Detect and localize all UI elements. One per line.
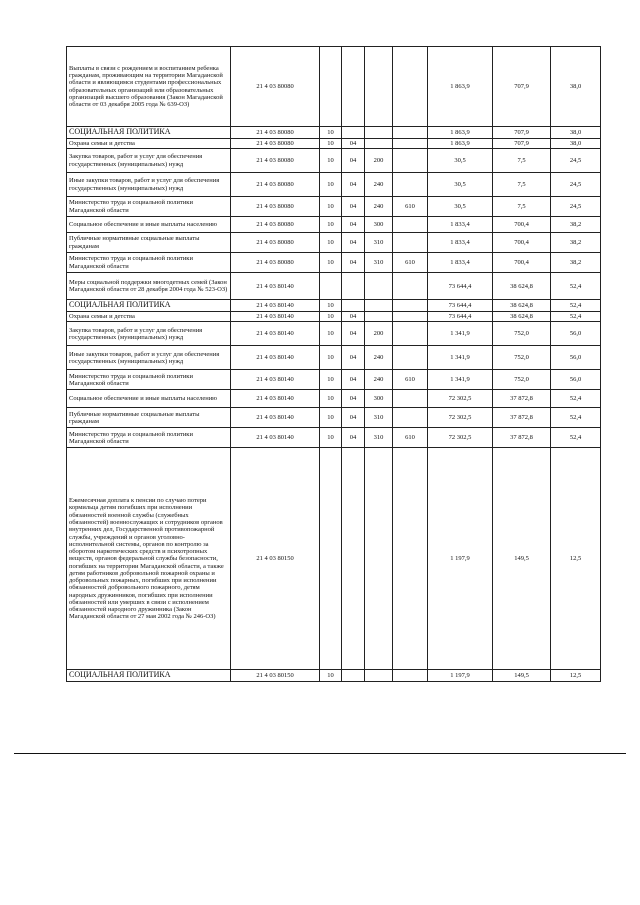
row-actual-cell: 38 624,8 [493,312,551,322]
row-percent-cell: 12,5 [551,448,601,670]
row-actual-cell: 37 872,8 [493,428,551,448]
row-type-cell [365,273,393,300]
row-kosgu-cell [393,300,428,312]
row-type-cell [365,300,393,312]
row-name-cell: Публичные нормативные социальные выплаты гражданам [67,233,231,253]
row-actual-cell: 7,5 [493,173,551,197]
row-name-cell: СОЦИАЛЬНАЯ ПОЛИТИКА [67,300,231,312]
row-percent-cell: 38,0 [551,127,601,139]
row-subsection-cell [342,448,365,670]
row-plan-cell: 1 833,4 [428,217,493,233]
row-name-cell: СОЦИАЛЬНАЯ ПОЛИТИКА [67,670,231,682]
row-type-cell: 300 [365,217,393,233]
row-plan-cell: 73 644,4 [428,300,493,312]
row-name-cell: Социальное обеспечение и иные выплаты населению [67,217,231,233]
row-type-cell: 310 [365,233,393,253]
row-subsection-cell: 04 [342,197,365,217]
row-type-cell [365,47,393,127]
row-section-cell: 10 [320,217,342,233]
row-plan-cell: 30,5 [428,197,493,217]
row-type-cell [365,448,393,670]
row-percent-cell: 38,0 [551,47,601,127]
row-type-cell [365,312,393,322]
row-subsection-cell: 04 [342,322,365,346]
row-kosgu-cell [393,273,428,300]
row-code-cell: 21 4 03 80150 [231,448,320,670]
row-subsection-cell [342,300,365,312]
row-percent-cell: 56,0 [551,346,601,370]
row-section-cell: 10 [320,138,342,148]
row-subsection-cell [342,670,365,682]
row-subsection-cell: 04 [342,390,365,408]
row-kosgu-cell [393,47,428,127]
budget-table [66,46,601,682]
row-name-cell: СОЦИАЛЬНАЯ ПОЛИТИКА [67,127,231,139]
row-kosgu-cell: 610 [393,370,428,390]
row-section-cell: 10 [320,312,342,322]
row-subsection-cell: 04 [342,173,365,197]
row-plan-cell: 30,5 [428,173,493,197]
row-plan-cell: 30,5 [428,149,493,173]
table-row [67,197,601,217]
row-section-cell: 10 [320,173,342,197]
row-type-cell [365,127,393,139]
row-code-cell: 21 4 03 80140 [231,300,320,312]
row-section-cell: 10 [320,390,342,408]
row-name-cell: Иные закупки товаров, работ и услуг для обеспечения государственных (муниципальных) нужд [67,346,231,370]
row-percent-cell: 56,0 [551,322,601,346]
row-plan-cell: 72 302,5 [428,390,493,408]
row-plan-cell: 1 863,9 [428,47,493,127]
row-code-cell: 21 4 03 80080 [231,217,320,233]
row-section-cell: 10 [320,149,342,173]
row-code-cell: 21 4 03 80080 [231,197,320,217]
row-actual-cell: 752,0 [493,322,551,346]
table-row [67,408,601,428]
row-percent-cell: 24,5 [551,173,601,197]
row-name-cell: Закупка товаров, работ и услуг для обеспечения государственных (муниципальных) нужд [67,149,231,173]
row-subsection-cell: 04 [342,217,365,233]
row-type-cell: 200 [365,322,393,346]
row-name-cell: Министерство труда и социальной политики Магаданской области [67,253,231,273]
row-actual-cell: 700,4 [493,233,551,253]
row-name-cell: Министерство труда и социальной политики Магаданской области [67,370,231,390]
row-kosgu-cell [393,217,428,233]
row-name-cell: Публичные нормативные социальные выплаты гражданам [67,408,231,428]
row-code-cell: 21 4 03 80140 [231,370,320,390]
row-plan-cell: 1 341,9 [428,346,493,370]
table-row [67,670,601,682]
row-actual-cell: 700,4 [493,253,551,273]
table-row [67,390,601,408]
row-actual-cell: 707,9 [493,138,551,148]
row-percent-cell: 24,5 [551,197,601,217]
row-percent-cell: 52,4 [551,408,601,428]
row-kosgu-cell: 610 [393,253,428,273]
page-bottom-rule [14,753,626,754]
row-percent-cell: 38,2 [551,233,601,253]
row-subsection-cell: 04 [342,233,365,253]
row-type-cell: 240 [365,370,393,390]
row-kosgu-cell: 610 [393,428,428,448]
row-section-cell: 10 [320,428,342,448]
row-type-cell: 240 [365,197,393,217]
row-name-cell: Охрана семьи и детства [67,312,231,322]
row-actual-cell: 7,5 [493,197,551,217]
row-section-cell [320,47,342,127]
row-plan-cell: 1 197,9 [428,670,493,682]
row-section-cell: 10 [320,300,342,312]
row-code-cell: 21 4 03 80080 [231,138,320,148]
row-kosgu-cell [393,390,428,408]
row-kosgu-cell [393,346,428,370]
row-subsection-cell: 04 [342,408,365,428]
row-code-cell: 21 4 03 80080 [231,233,320,253]
row-percent-cell: 24,5 [551,149,601,173]
row-section-cell: 10 [320,346,342,370]
row-type-cell [365,670,393,682]
row-type-cell: 310 [365,253,393,273]
row-plan-cell: 1 833,4 [428,253,493,273]
table-row [67,312,601,322]
row-code-cell: 21 4 03 80140 [231,390,320,408]
table-row [67,448,601,670]
row-section-cell: 10 [320,370,342,390]
table-row [67,370,601,390]
row-code-cell: 21 4 03 80080 [231,47,320,127]
row-percent-cell: 38,2 [551,217,601,233]
row-kosgu-cell [393,233,428,253]
row-subsection-cell: 04 [342,138,365,148]
row-code-cell: 21 4 03 80080 [231,253,320,273]
row-subsection-cell [342,47,365,127]
row-type-cell: 240 [365,173,393,197]
row-actual-cell: 149,5 [493,448,551,670]
row-type-cell: 300 [365,390,393,408]
row-actual-cell: 37 872,8 [493,408,551,428]
row-percent-cell: 52,4 [551,300,601,312]
row-type-cell: 310 [365,408,393,428]
row-code-cell: 21 4 03 80150 [231,670,320,682]
row-name-cell: Министерство труда и социальной политики Магаданской области [67,197,231,217]
table-row [67,149,601,173]
row-percent-cell: 52,4 [551,390,601,408]
row-kosgu-cell [393,322,428,346]
row-kosgu-cell [393,670,428,682]
row-code-cell: 21 4 03 80140 [231,273,320,300]
row-subsection-cell: 04 [342,428,365,448]
table-row [67,428,601,448]
row-name-cell: Охрана семьи и детства [67,138,231,148]
row-plan-cell: 1 863,9 [428,138,493,148]
row-code-cell: 21 4 03 80140 [231,346,320,370]
row-code-cell: 21 4 03 80080 [231,173,320,197]
row-kosgu-cell [393,127,428,139]
row-name-cell: Социальное обеспечение и иные выплаты населению [67,390,231,408]
table-row [67,253,601,273]
row-subsection-cell: 04 [342,149,365,173]
row-percent-cell: 52,4 [551,273,601,300]
row-name-cell: Закупка товаров, работ и услуг для обеспечения государственных (муниципальных) нужд [67,322,231,346]
row-section-cell [320,448,342,670]
table-row [67,173,601,197]
row-plan-cell: 73 644,4 [428,273,493,300]
row-kosgu-cell [393,173,428,197]
row-actual-cell: 700,4 [493,217,551,233]
row-subsection-cell: 04 [342,253,365,273]
row-plan-cell: 1 341,9 [428,322,493,346]
row-section-cell: 10 [320,253,342,273]
row-section-cell: 10 [320,197,342,217]
row-kosgu-cell [393,448,428,670]
row-section-cell: 10 [320,408,342,428]
row-type-cell [365,138,393,148]
row-name-cell: Ежемесячная доплата к пенсии по случаю потери кормильца детям погибших при исполнении обязанностей военной службы (служебных обязанностей) военнослужащих и сотрудников органов внутренних дел, Государственной противопожарной службы, учреждений и органов уголовно-исполнительной системы, органов по контролю за оборотом наркотических средств и психотропных веществ, органов федеральной службы безопасности, погибших на территории Магаданской области, а также детям работников добровольной пожарной охраны и добровольных пожарных, погибших при исполнении обязанностей добровольного пожарного, детям народных дружинников, погибших при исполнении обязанностей или умерших в связи с исполнением обязанностей народного дружинника (Закон Магаданской области от 27 мая 2002 года № 246-ОЗ) [67,448,231,670]
row-section-cell [320,273,342,300]
row-plan-cell: 1 833,4 [428,233,493,253]
row-name-cell: Меры социальной поддержки многодетных семей (Закон Магаданской области от 28 декабря 2004 года № 523-ОЗ) [67,273,231,300]
row-plan-cell: 1 197,9 [428,448,493,670]
row-percent-cell: 38,2 [551,253,601,273]
row-actual-cell: 38 624,8 [493,300,551,312]
row-percent-cell: 52,4 [551,312,601,322]
row-section-cell: 10 [320,127,342,139]
table-row [67,47,601,127]
row-section-cell: 10 [320,322,342,346]
row-name-cell: Выплаты в связи с рождением и воспитанием ребенка гражданам, проживающим на территории Магаданской области и являющимся студентами профессиональных образовательных организаций или образовательных организаций высшего образования (Закон Магаданской области от 03 декабря 2005 года № 639-ОЗ) [67,47,231,127]
table-row [67,346,601,370]
row-code-cell: 21 4 03 80080 [231,149,320,173]
table-row [67,300,601,312]
row-plan-cell: 1 341,9 [428,370,493,390]
row-code-cell: 21 4 03 80140 [231,428,320,448]
row-kosgu-cell [393,408,428,428]
row-code-cell: 21 4 03 80080 [231,127,320,139]
row-kosgu-cell: 610 [393,197,428,217]
row-subsection-cell [342,273,365,300]
table-row [67,217,601,233]
row-plan-cell: 73 644,4 [428,312,493,322]
table-row [67,233,601,253]
row-code-cell: 21 4 03 80140 [231,312,320,322]
row-actual-cell: 707,9 [493,47,551,127]
row-actual-cell: 752,0 [493,346,551,370]
budget-table-sheet [66,46,600,682]
row-percent-cell: 38,0 [551,138,601,148]
row-actual-cell: 7,5 [493,149,551,173]
row-subsection-cell [342,127,365,139]
table-row [67,273,601,300]
row-name-cell: Иные закупки товаров, работ и услуг для обеспечения государственных (муниципальных) нужд [67,173,231,197]
row-code-cell: 21 4 03 80140 [231,322,320,346]
row-type-cell: 200 [365,149,393,173]
row-actual-cell: 707,9 [493,127,551,139]
row-percent-cell: 12,5 [551,670,601,682]
row-actual-cell: 149,5 [493,670,551,682]
row-kosgu-cell [393,149,428,173]
table-row [67,138,601,148]
row-kosgu-cell [393,312,428,322]
row-actual-cell: 38 624,8 [493,273,551,300]
row-subsection-cell: 04 [342,370,365,390]
row-plan-cell: 72 302,5 [428,408,493,428]
table-row [67,127,601,139]
row-actual-cell: 752,0 [493,370,551,390]
row-percent-cell: 52,4 [551,428,601,448]
row-plan-cell: 1 863,9 [428,127,493,139]
row-code-cell: 21 4 03 80140 [231,408,320,428]
row-type-cell: 240 [365,346,393,370]
row-percent-cell: 56,0 [551,370,601,390]
row-kosgu-cell [393,138,428,148]
row-subsection-cell: 04 [342,312,365,322]
table-row [67,322,601,346]
row-actual-cell: 37 872,8 [493,390,551,408]
row-type-cell: 310 [365,428,393,448]
row-name-cell: Министерство труда и социальной политики Магаданской области [67,428,231,448]
row-section-cell: 10 [320,233,342,253]
row-plan-cell: 72 302,5 [428,428,493,448]
row-section-cell: 10 [320,670,342,682]
row-subsection-cell: 04 [342,346,365,370]
